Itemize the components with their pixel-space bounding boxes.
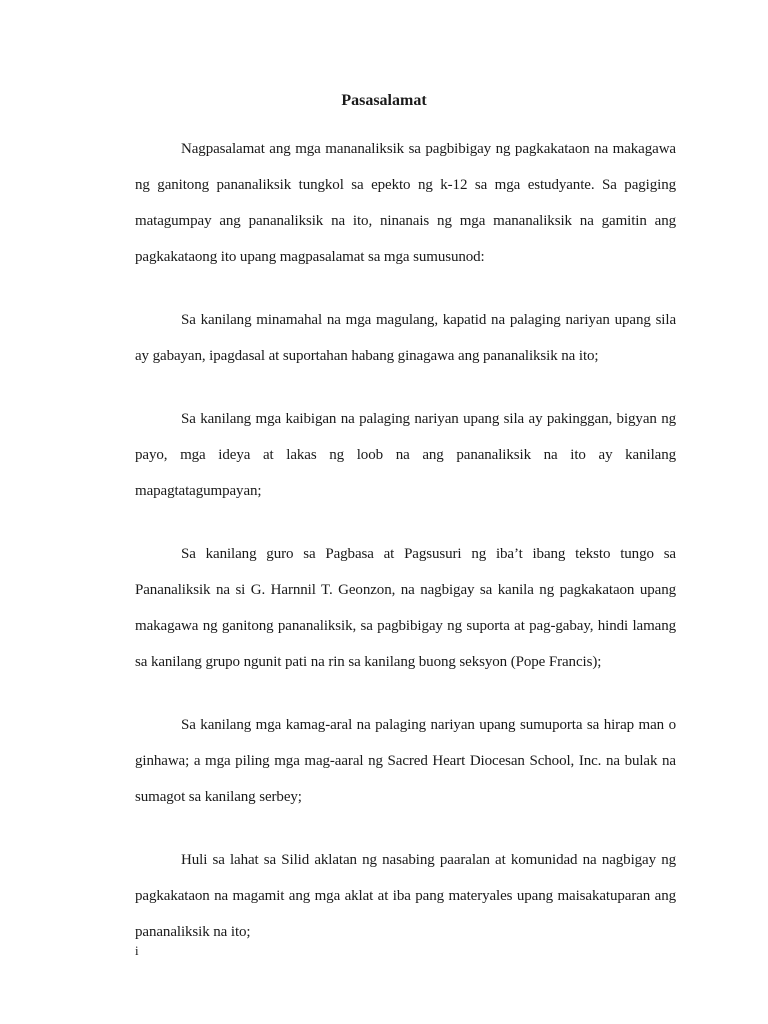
paragraph-intro: Nagpasalamat ang mga mananaliksik sa pagbibigay ng pagkakataon na makagawa ng ganitong pananaliksik tungkol sa epekto ng k-12 sa mga estudyante. Sa pagiging matagumpay ang pananaliksik na ito, ninanais ng mga mananaliksik na gamitin ang pagkakataong ito upang magpasalamat sa mga sumusunod: [135, 141, 676, 265]
paragraph-teacher: Sa kanilang guro sa Pagbasa at Pagsusuri ng iba’t ibang teksto tungo sa Pananaliksik na si G. Harnnil T. Geonzon, na nagbigay sa kanila ng pagkakataon upang makagawa ng ganitong pananaliksik, sa pagbibigay ng suporta at pag-gabay, hindi lamang sa kanilang grupo ngunit pati na rin sa kanilang buong seksyon (Pope Francis); [135, 546, 676, 670]
page-number: i [135, 943, 139, 958]
page-title: Pasasalamat [341, 92, 427, 109]
body-text [135, 131, 676, 977]
paragraph-library: Huli sa lahat sa Silid aklatan ng nasabing paaralan at komunidad na nagbigay ng pagkakataon na magamit ang mga aklat at iba pang materyales upang maisakatuparan ang pananaliksik na ito; [135, 852, 676, 940]
paragraph-classmates: Sa kanilang mga kamag-aral na palaging nariyan upang sumuporta sa hirap man o ginhawa; a mga piling mga mag-aaral ng Sacred Heart Diocesan School, Inc. na bulak na sumagot sa kanilang serbey; [135, 717, 676, 805]
paragraph-parents: Sa kanilang minamahal na mga magulang, kapatid na palaging nariyan upang sila ay gabayan, ipagdasal at suportahan habang ginagawa ang pananaliksik na ito; [135, 312, 676, 364]
paragraph-friends: Sa kanilang mga kaibigan na palaging nariyan upang sila ay pakinggan, bigyan ng payo, mga ideya at lakas ng loob na ang pananaliksik na ito ay kanilang mapagtatagumpayan; [135, 411, 676, 499]
